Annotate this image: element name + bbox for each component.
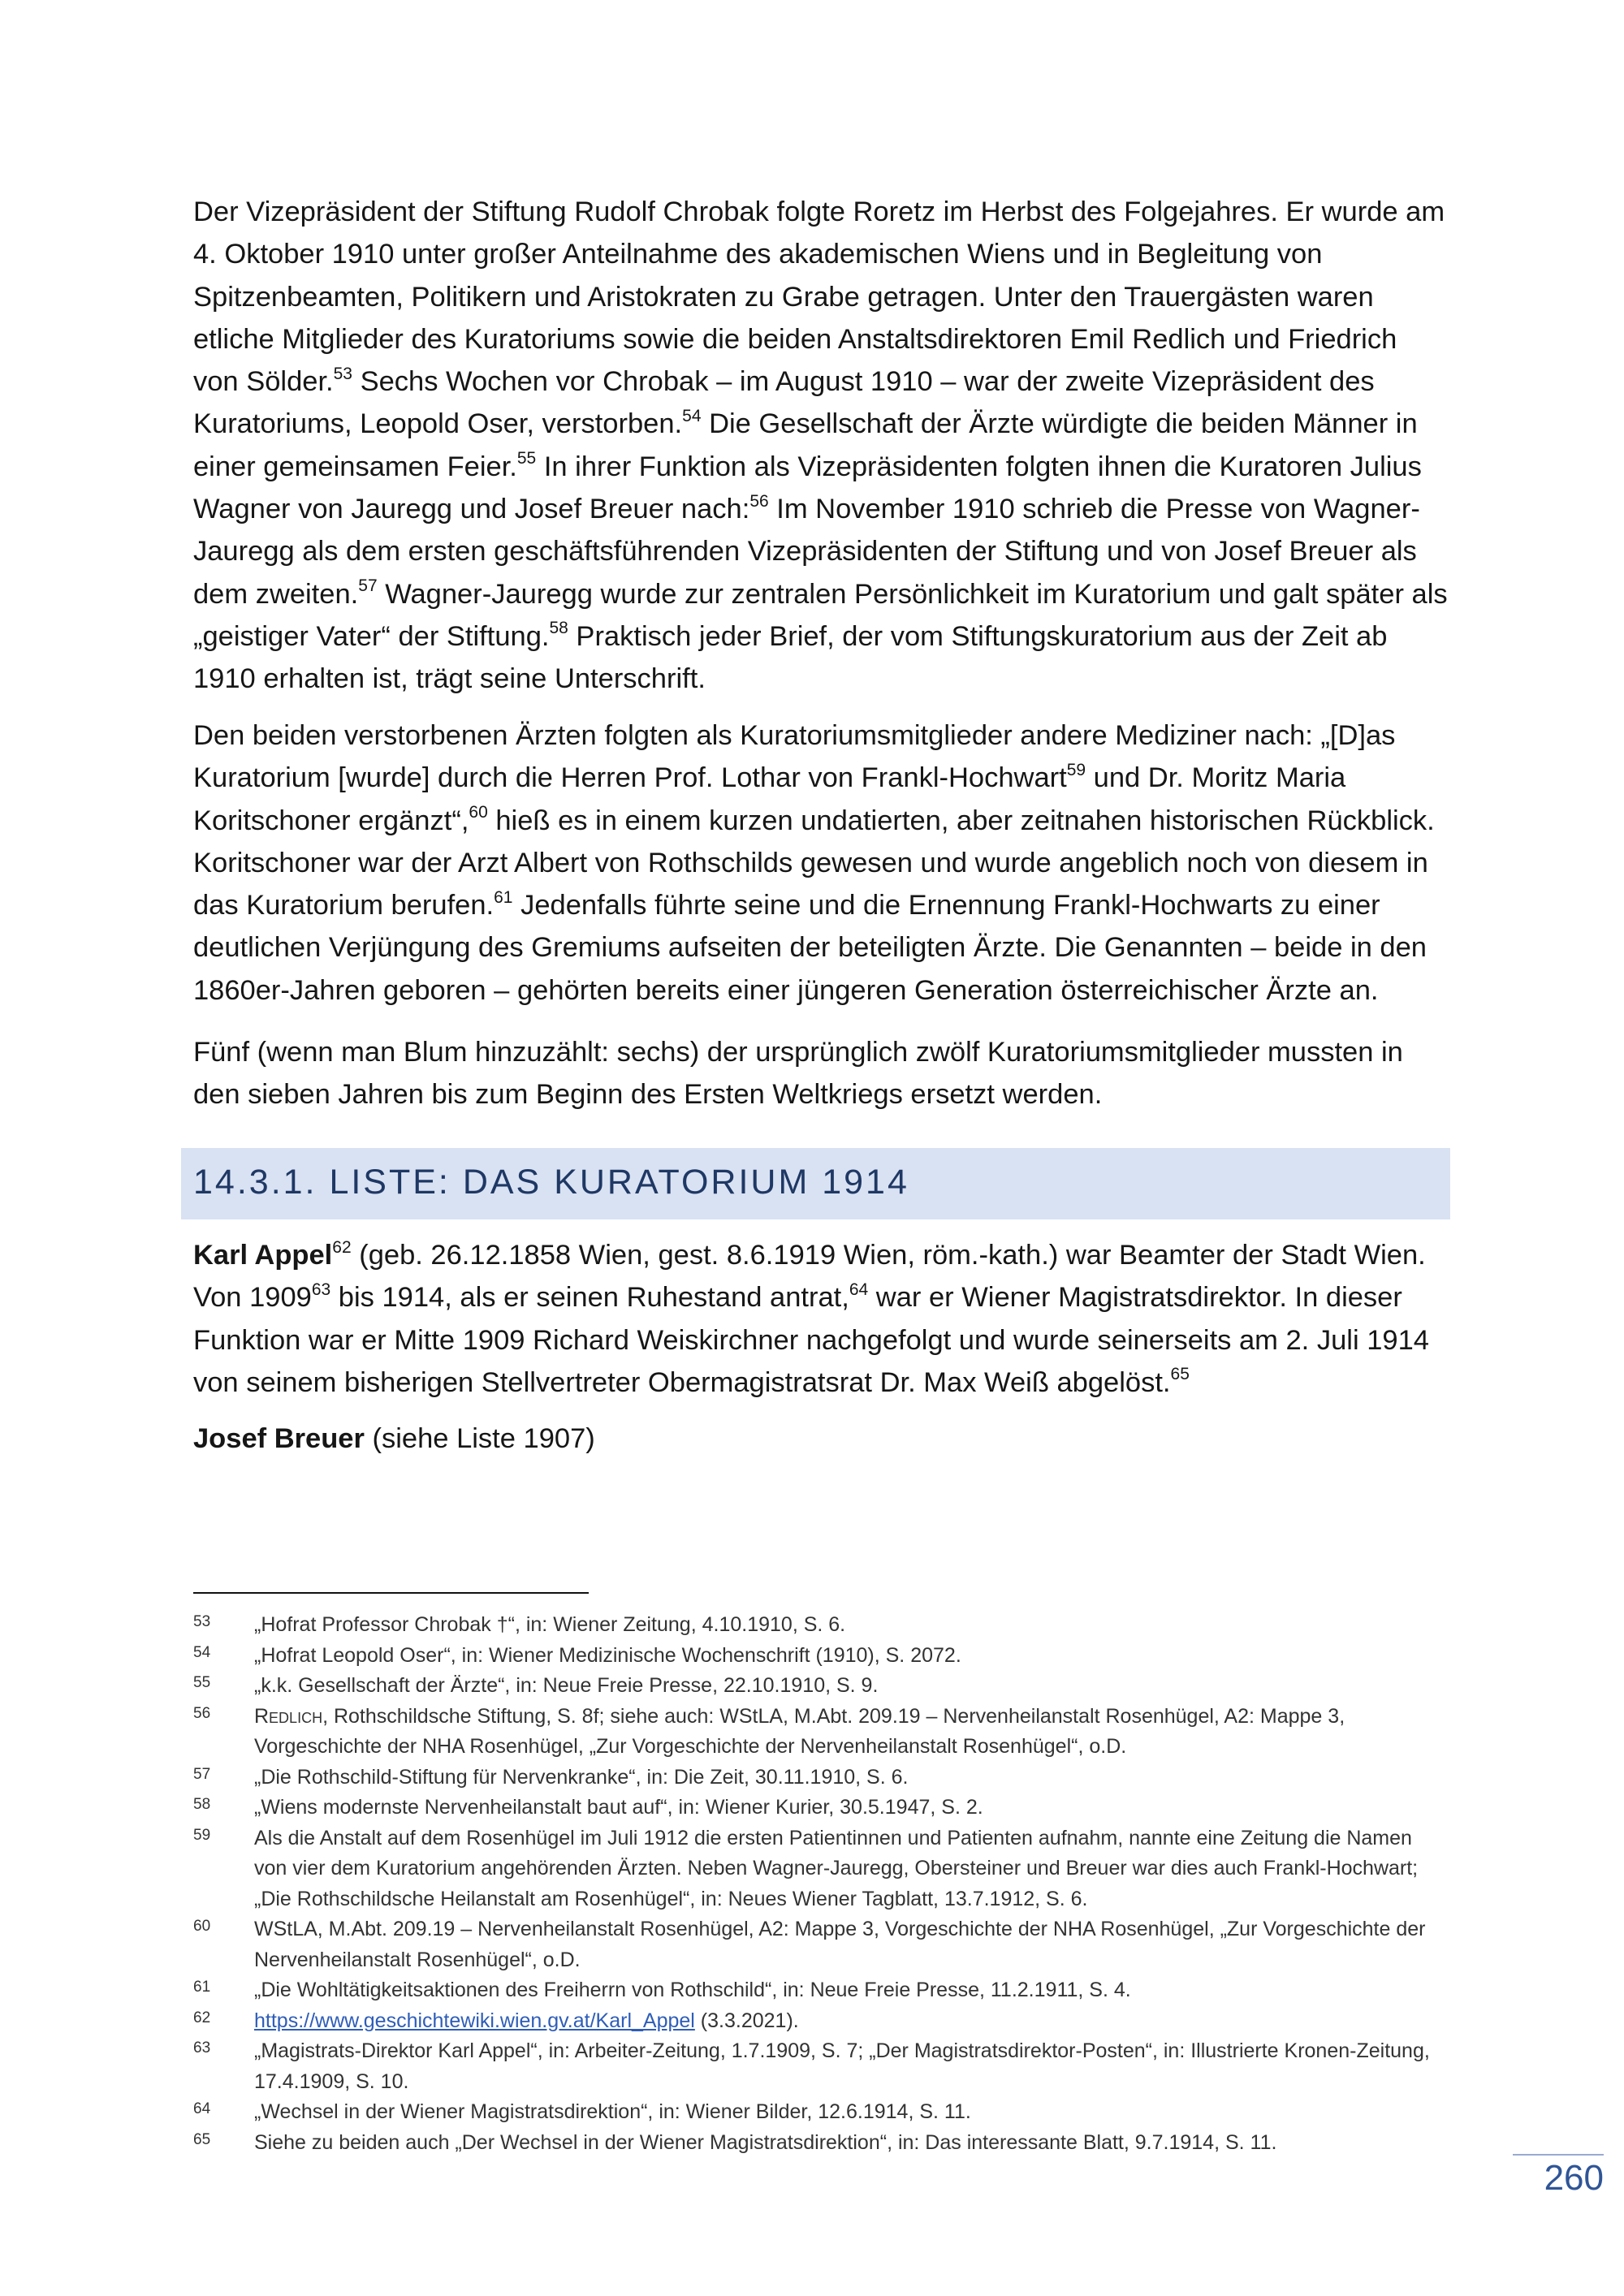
footnote-author: Redlich [254, 1704, 323, 1728]
footnote-ref[interactable]: 63 [311, 1280, 331, 1299]
footnote-number: 53 [193, 1613, 211, 1630]
text-run: Wagner-Jauregg wurde zur zentralen Persönlichkeit im Kuratorium und galt später als „geistiger Vater“ der Stiftung. [193, 578, 1448, 652]
footnote-ref[interactable]: 54 [682, 406, 702, 425]
text-run: Jedenfalls führte seine und die Ernennung Frankl-Hochwarts zu einer deutlichen Verjüngung des Gremiums aufseiten der beteiligten Ärzte. Die Genannten – beide in den 1860er-Jahren geboren – gehörten bereits einer jüngeren Generation österreichischer Ärzte an. [193, 890, 1427, 1006]
footnote-text: „Die Wohltätigkeitsaktionen des Freiherrn von Rothschild“, in: Neue Freie Presse, 11.2.1911, S. 4. [254, 1979, 1131, 2001]
text-run: In ihrer Funktion als Vizepräsidenten folgten ihnen die Kuratoren Julius Wagner von Jauregg und Josef Breuer nach: [193, 451, 1422, 525]
text-run: Im November 1910 schrieb die Presse von Wagner-Jauregg als dem ersten geschäftsführenden Vizepräsidenten der Stiftung und von Josef Breuer als dem zweiten. [193, 494, 1420, 610]
text-run: Der Vizepräsident der Stiftung Rudolf Chrobak folgte Roretz im Herbst des Folgejahres. Er wurde am 4. Oktober 1910 unter großer Anteilnahme des akademischen Wiens und in Begleitung von Spitzenbeamten, Politikern und Aristokraten zu Grabe getragen. Unter den Trauergästen waren etliche Mitglieder des Kuratoriums sowie die beiden Anstaltsdirektoren Emil Redlich und Friedrich von Sölder. [193, 196, 1445, 398]
section-heading-text: 14.3.1. LISTE: DAS KURATORIUM 1914 [193, 1163, 909, 1202]
footnote-number: 54 [193, 1643, 211, 1661]
footnote [193, 1975, 1448, 2006]
footnote [193, 1610, 1448, 1641]
footnote-number: 62 [193, 2009, 211, 2026]
text-run: Den beiden verstorbenen Ärzten folgten als Kuratoriumsmitglieder andere Mediziner nach: „[D]as Kuratorium [wurde] durch die Herren Prof. Lothar von Frankl-Hochwart [193, 720, 1396, 794]
footnote-ref[interactable]: 61 [494, 887, 513, 907]
text-run: bis 1914, als er seinen Ruhestand antrat, [330, 1282, 849, 1314]
footnote-text: „Die Rothschild-Stiftung für Nervenkranke“, in: Die Zeit, 30.11.1910, S. 6. [254, 1765, 909, 1789]
footnote [193, 1763, 1448, 1793]
footnote [193, 2128, 1448, 2159]
footnote-link[interactable]: https://www.geschichtewiki.wien.gv.at/Karl_Appel [254, 2009, 695, 2032]
footnote-text: „Wechsel in der Wiener Magistratsdirektion“, in: Wiener Bilder, 12.6.1914, S. 11. [254, 2100, 971, 2123]
footnote-separator [193, 1592, 589, 1594]
footnote-number: 56 [193, 1704, 211, 1722]
footnote [193, 2036, 1448, 2097]
footnote [193, 1671, 1448, 1702]
footnote-text: „Magistrats-Direktor Karl Appel“, in: Arbeiter-Zeitung, 1.7.1909, S. 7; „Der Magistratsdirektor-Posten“, in: Illustrierte Kronen-Zeitung, 17.4.1909, S. 10. [254, 2039, 1430, 2093]
footnote-number: 64 [193, 2100, 211, 2117]
text-run: Sechs Wochen vor Chrobak – im August 1910 – war der zweite Vizepräsident des Kuratoriums, Leopold Oser, verstorben. [193, 366, 1375, 440]
entry-karl-appel [193, 1234, 1448, 1404]
footnote-text [254, 1702, 1448, 1763]
paragraph-replacements [193, 1031, 1448, 1116]
paragraph-successors [193, 714, 1448, 1012]
footnote [193, 1793, 1448, 1823]
text-run: (geb. 26.12.1858 Wien, gest. 8.6.1919 Wien, röm.-kath.) war Beamter der Stadt Wien. Von 1909 [193, 1240, 1426, 1314]
footnote [193, 1641, 1448, 1672]
footnote [193, 2097, 1448, 2128]
footnote-number: 65 [193, 2130, 211, 2148]
footnote-ref[interactable]: 60 [469, 803, 488, 822]
text-run: Praktisch jeder Brief, der vom Stiftungskuratorium aus der Zeit ab 1910 erhalten ist, trägt seine Unterschrift. [193, 620, 1388, 695]
footnote-text: „Hofrat Professor Chrobak †“, in: Wiener Zeitung, 4.10.1910, S. 6. [254, 1613, 846, 1636]
footnote-number: 58 [193, 1796, 211, 1813]
footnote-ref[interactable]: 59 [1066, 760, 1086, 779]
entry-josef-breuer [193, 1418, 1448, 1460]
footnote-text: Siehe zu beiden auch „Der Wechsel in der Wiener Magistratsdirektion“, in: Das interessante Blatt, 9.7.1914, S. 11. [254, 2130, 1277, 2154]
text-run: Fünf (wenn man Blum hinzuzählt: sechs) der ursprünglich zwölf Kuratoriumsmitglieder mussten in den sieben Jahren bis zum Beginn des Ersten Weltkriegs ersetzt werden. [193, 1037, 1403, 1111]
footnote-ref[interactable]: 65 [1170, 1365, 1190, 1384]
text-run: und Dr. Moritz Maria Koritschoner ergänzt“, [193, 762, 1346, 836]
footnote [193, 1914, 1448, 1975]
entry-name: Karl Appel [193, 1240, 333, 1271]
page-number: 260 [1544, 2158, 1604, 2198]
footnote-ref[interactable]: 64 [849, 1280, 869, 1299]
text-run: hieß es in einem kurzen undatierten, aber zeitnahen historischen Rückblick. Koritschoner war der Arzt Albert von Rothschilds gewesen und wurde angeblich noch von diesem in das Kuratorium berufen. [193, 805, 1435, 921]
footnote [193, 1823, 1448, 1915]
footnote [193, 1702, 1448, 1763]
text-run: , Rothschildsche Stiftung, S. 8f; siehe auch: WStLA, M.Abt. 209.19 – Nervenheilanstalt Rosenhügel, A2: Mappe 3, Vorgeschichte der NHA Rosenhügel, „Zur Vorgeschichte der Nervenheilanstalt Rosenhügel“, o.D. [254, 1704, 1345, 1758]
page-number-rule [1513, 2154, 1604, 2156]
text-run: (3.3.2021). [694, 2009, 799, 2032]
footnote-number: 60 [193, 1918, 211, 1935]
footnote-text: WStLA, M.Abt. 209.19 – Nervenheilanstalt Rosenhügel, A2: Mappe 3, Vorgeschichte der NHA Rosenhügel, „Zur Vorgeschichte der Nervenheilanstalt Rosenhügel“, o.D. [254, 1918, 1426, 1971]
footnote-ref[interactable]: 55 [516, 449, 537, 468]
text-run: Die Gesellschaft der Ärzte würdigte die beiden Männer in einer gemeinsamen Feier. [193, 408, 1418, 482]
footnote-text [254, 2006, 1448, 2037]
text-run: (siehe Liste 1907) [364, 1423, 595, 1454]
footnote-number: 57 [193, 1765, 211, 1783]
footnote-number: 59 [193, 1826, 211, 1844]
entry-name: Josef Breuer [193, 1423, 365, 1454]
footnote-number: 55 [193, 1674, 211, 1691]
footnote-ref[interactable]: 57 [358, 576, 378, 596]
footnote-ref[interactable]: 56 [749, 491, 769, 511]
footnote-ref[interactable]: 58 [549, 619, 568, 638]
text-run: war er Wiener Magistratsdirektor. In dieser Funktion war er Mitte 1909 Richard Weiskirchner nachgefolgt und wurde seinerseits am 2. Juli 1914 von seinem bisherigen Stellvertreter Obermagistratsrat Dr. Max Weiß abgelöst. [193, 1282, 1429, 1398]
footnote-ref[interactable]: 53 [333, 364, 352, 383]
footnote-number: 61 [193, 1979, 211, 1996]
footnote-number: 63 [193, 2039, 211, 2056]
footnote-ref[interactable]: 62 [332, 1237, 352, 1257]
footnotes [193, 1610, 1448, 2158]
footnote-text: „Wiens modernste Nervenheilanstalt baut auf“, in: Wiener Kurier, 30.5.1947, S. 2. [254, 1796, 983, 1819]
footnote [193, 2006, 1448, 2037]
footnote-text: Als die Anstalt auf dem Rosenhügel im Juli 1912 die ersten Patientinnen und Patienten aufnahm, nannte eine Zeitung die Namen von vier dem Kuratorium angehörenden Ärzten. Neben Wagner-Jauregg, Obersteiner und Breuer war dies auch Frankl-Hochwart; „Die Rothschildsche Heilanstalt am Rosenhügel“, in: Neues Wiener Tagblatt, 13.7.1912, S. 6. [254, 1826, 1419, 1910]
footnote-text: „k.k. Gesellschaft der Ärzte“, in: Neue Freie Presse, 22.10.1910, S. 9. [254, 1674, 879, 1697]
section-heading [181, 1148, 1450, 1219]
paragraph-chrobak [193, 191, 1448, 701]
footnote-text: „Hofrat Leopold Oser“, in: Wiener Medizinische Wochenschrift (1910), S. 2072. [254, 1643, 961, 1667]
